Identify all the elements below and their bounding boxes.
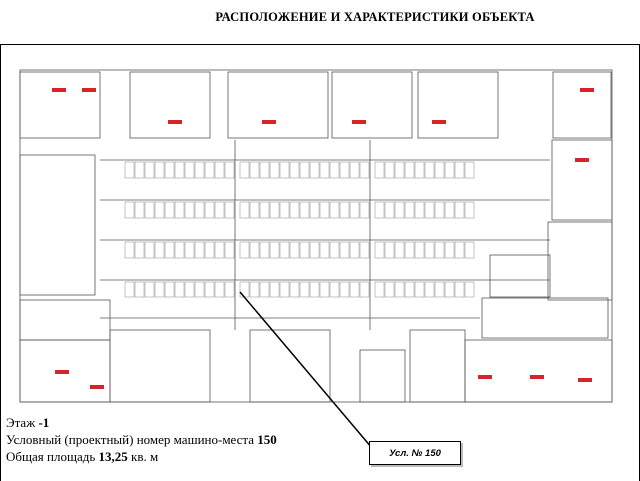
parking-stall (405, 162, 414, 178)
left-ramp-block (20, 300, 110, 340)
parking-stall (340, 242, 349, 258)
parking-stall (455, 162, 464, 178)
parking-stall (280, 242, 289, 258)
unit-marker (530, 375, 544, 379)
parking-stall (185, 162, 194, 178)
parking-stall (465, 162, 474, 178)
parking-stall (395, 202, 404, 218)
parking-stall (215, 282, 224, 297)
right-block (552, 140, 612, 220)
parking-stall (260, 202, 269, 218)
top-block-2 (130, 72, 210, 138)
parking-stall (165, 162, 174, 178)
parking-stall (280, 282, 289, 297)
parking-stall (330, 162, 339, 178)
right-ramp (482, 298, 608, 338)
parking-stall (175, 162, 184, 178)
parking-stall (225, 282, 234, 297)
parking-stall (425, 242, 434, 258)
parking-stall (290, 202, 299, 218)
parking-stall (280, 202, 289, 218)
space-number-line: Условный (проектный) номер машино-места 150 (6, 432, 277, 447)
parking-stall (415, 242, 424, 258)
parking-stall (260, 242, 269, 258)
parking-stall (270, 242, 279, 258)
parking-stall (340, 202, 349, 218)
unit-marker (82, 88, 96, 92)
parking-stall (155, 162, 164, 178)
parking-stall (165, 282, 174, 297)
space-number-value: 150 (257, 432, 277, 447)
unit-markers (52, 88, 594, 389)
top-block-1 (20, 72, 100, 138)
parking-stall (280, 162, 289, 178)
parking-stall (445, 162, 454, 178)
unit-marker (478, 375, 492, 379)
parking-stall (385, 162, 394, 178)
parking-stall (260, 282, 269, 297)
unit-marker (168, 120, 182, 124)
parking-stall (395, 242, 404, 258)
bottom-rooms-2 (250, 330, 330, 402)
top-block-6 (553, 72, 611, 138)
parking-stall (320, 242, 329, 258)
parking-stall (360, 282, 369, 297)
parking-stall (195, 242, 204, 258)
parking-stall (435, 202, 444, 218)
parking-stall (445, 202, 454, 218)
parking-stall (205, 162, 214, 178)
unit-marker (575, 158, 589, 162)
right-lower-block (548, 222, 612, 300)
parking-stall (270, 282, 279, 297)
parking-stall (320, 282, 329, 297)
parking-stall (270, 202, 279, 218)
parking-stall (435, 162, 444, 178)
floor-value: -1 (38, 415, 50, 430)
parking-stall (145, 202, 154, 218)
page-title: РАСПОЛОЖЕНИЕ И ХАРАКТЕРИСТИКИ ОБЪЕКТА (215, 10, 535, 24)
right-core (490, 255, 550, 297)
floor-line: Этаж -1 (6, 415, 50, 430)
area-line: Общая площадь 13,25 кв. м (6, 449, 159, 464)
area-value: 13,25 (98, 449, 128, 464)
parking-stall (185, 282, 194, 297)
parking-stall (125, 202, 134, 218)
parking-stall (310, 202, 319, 218)
parking-stall (455, 202, 464, 218)
parking-stalls (125, 162, 474, 297)
bottom-stair (360, 350, 405, 402)
parking-stall (225, 162, 234, 178)
parking-stall (185, 202, 194, 218)
parking-stall (145, 162, 154, 178)
parking-stall (445, 242, 454, 258)
parking-stall (215, 242, 224, 258)
parking-stall (175, 242, 184, 258)
parking-stall (435, 242, 444, 258)
parking-stall (350, 242, 359, 258)
parking-stall (250, 202, 259, 218)
parking-stall (155, 282, 164, 297)
parking-stall (405, 282, 414, 297)
parking-stall (250, 282, 259, 297)
unit-marker (432, 120, 446, 124)
parking-stall (455, 242, 464, 258)
parking-stall (415, 202, 424, 218)
parking-stall (270, 162, 279, 178)
parking-stall (185, 242, 194, 258)
parking-stall (465, 282, 474, 297)
left-block (20, 155, 95, 295)
parking-stall (465, 202, 474, 218)
unit-marker (262, 120, 276, 124)
parking-stall (350, 282, 359, 297)
unit-marker (578, 378, 592, 382)
unit-marker (90, 385, 104, 389)
top-block-4 (332, 72, 412, 138)
parking-stall (320, 202, 329, 218)
parking-stall (195, 202, 204, 218)
unit-marker (352, 120, 366, 124)
parking-stall (415, 162, 424, 178)
parking-stall (215, 162, 224, 178)
parking-stall (375, 282, 384, 297)
parking-stall (135, 162, 144, 178)
parking-stall (330, 242, 339, 258)
parking-stall (240, 202, 249, 218)
parking-stall (205, 242, 214, 258)
parking-stall (135, 202, 144, 218)
parking-stall (385, 202, 394, 218)
parking-stall (360, 242, 369, 258)
parking-stall (145, 242, 154, 258)
parking-stall (415, 282, 424, 297)
parking-stall (425, 162, 434, 178)
parking-stall (175, 282, 184, 297)
parking-stall (340, 162, 349, 178)
parking-stall (350, 202, 359, 218)
parking-stall (385, 282, 394, 297)
parking-stall (310, 282, 319, 297)
parking-stall (290, 282, 299, 297)
parking-stall (310, 162, 319, 178)
parking-stall (125, 242, 134, 258)
top-block-3 (228, 72, 328, 138)
parking-stall (445, 282, 454, 297)
parking-stall (225, 202, 234, 218)
parking-stall (260, 162, 269, 178)
parking-stall (240, 242, 249, 258)
parking-stall (455, 282, 464, 297)
building-outline (20, 70, 612, 402)
parking-stall (195, 282, 204, 297)
object-info (6, 414, 277, 465)
parking-stall (435, 282, 444, 297)
space-callout: Усл. № 150 (369, 441, 461, 465)
parking-stall (375, 162, 384, 178)
parking-stall (205, 202, 214, 218)
parking-stall (300, 282, 309, 297)
parking-stall (375, 242, 384, 258)
parking-stall (240, 162, 249, 178)
parking-stall (310, 242, 319, 258)
bottom-rooms-3 (410, 330, 465, 402)
parking-stall (330, 202, 339, 218)
parking-stall (405, 202, 414, 218)
unit-marker (580, 88, 594, 92)
parking-stall (165, 202, 174, 218)
parking-stall (125, 282, 134, 297)
parking-stall (350, 162, 359, 178)
parking-stall (320, 162, 329, 178)
parking-stall (330, 282, 339, 297)
parking-stall (405, 242, 414, 258)
parking-stall (250, 162, 259, 178)
parking-stall (290, 162, 299, 178)
parking-stall (340, 282, 349, 297)
parking-stall (360, 202, 369, 218)
parking-stall (135, 282, 144, 297)
top-block-5 (418, 72, 498, 138)
parking-stall (225, 242, 234, 258)
parking-stall (465, 242, 474, 258)
parking-stall (145, 282, 154, 297)
right-bottom-block (465, 340, 612, 402)
parking-stall (135, 242, 144, 258)
parking-stall (360, 162, 369, 178)
parking-stall (205, 282, 214, 297)
parking-stall (300, 162, 309, 178)
parking-stall (290, 242, 299, 258)
parking-stall (300, 202, 309, 218)
parking-stall (155, 202, 164, 218)
parking-stall (195, 162, 204, 178)
unit-marker (52, 88, 66, 92)
parking-stall (395, 282, 404, 297)
parking-stall (175, 202, 184, 218)
parking-stall (215, 202, 224, 218)
parking-stall (425, 202, 434, 218)
parking-stall (385, 242, 394, 258)
parking-stall (375, 202, 384, 218)
parking-stall (250, 242, 259, 258)
bottom-rooms-1 (110, 330, 210, 402)
parking-stall (165, 242, 174, 258)
parking-stall (395, 162, 404, 178)
parking-stall (155, 242, 164, 258)
parking-stall (425, 282, 434, 297)
unit-marker (55, 370, 69, 374)
parking-stall (125, 162, 134, 178)
parking-stall (300, 242, 309, 258)
